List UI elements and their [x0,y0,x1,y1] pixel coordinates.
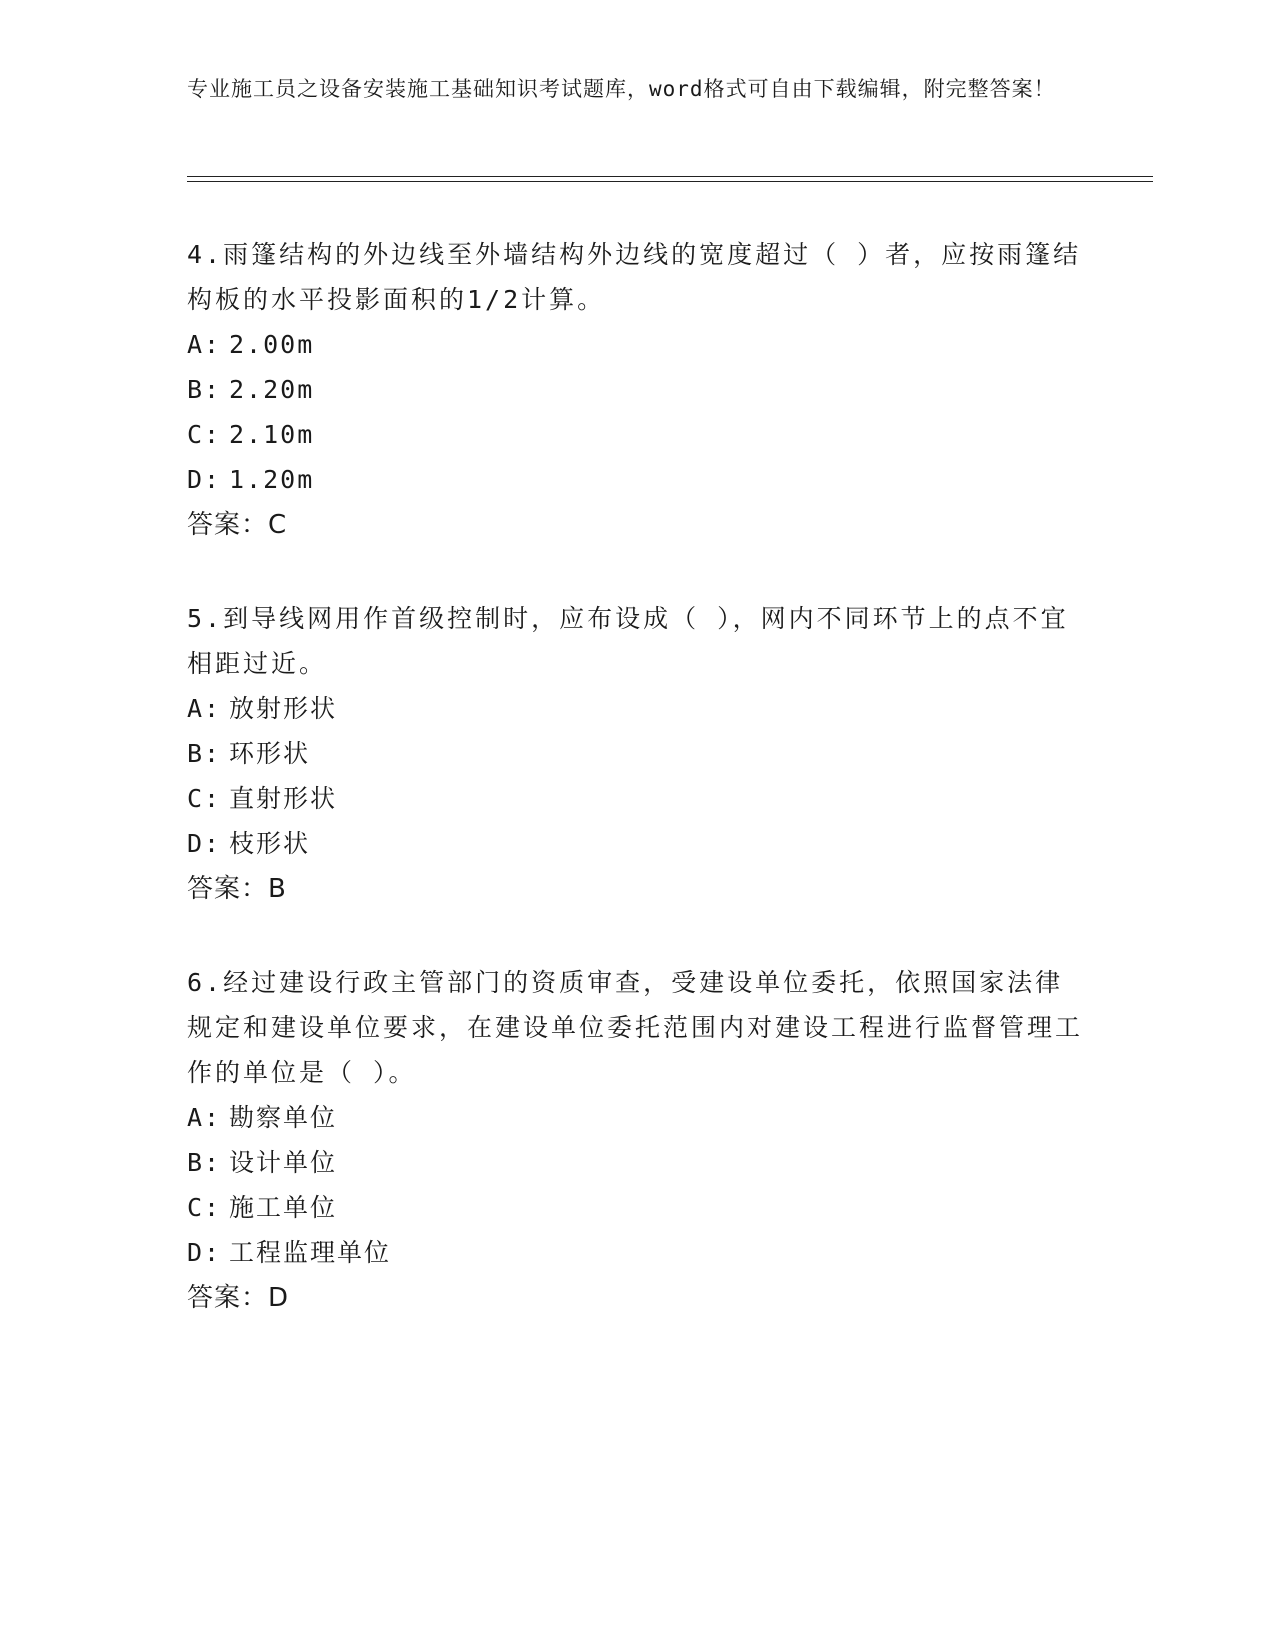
header-divider-bottom [187,181,1153,182]
option-text: 环形状 [229,739,311,768]
option-d [187,1230,1087,1275]
option-text: 1.20m [229,465,315,494]
option-letter: C: [187,784,222,813]
option-letter: A: [187,694,222,723]
answer-line: 答案：C [187,510,288,540]
option-d [187,821,1087,866]
option-letter: D: [187,1238,222,1267]
question-stem: 6.经过建设行政主管部门的资质审查，受建设单位委托，依照国家法律规定和建设单位要求，在建设单位委托范围内对建设工程进行监督管理工作的单位是（ ）。 [187,968,1084,1087]
option-text: 勘察单位 [229,1103,338,1132]
document-header: 专业施工员之设备安装施工基础知识考试题库，word格式可自由下载编辑，附完整答案！ [187,77,1056,101]
option-text: 枝形状 [229,829,311,858]
option-text: 设计单位 [229,1148,338,1177]
option-letter: A: [187,330,222,359]
option-d [187,457,1087,502]
option-text: 2.10m [229,420,315,449]
option-c [187,1185,1087,1230]
option-text: 工程监理单位 [229,1238,392,1267]
option-b [187,367,1087,412]
header-divider-top [187,176,1153,177]
option-letter: B: [187,739,222,768]
option-b [187,731,1087,776]
option-text: 施工单位 [229,1193,338,1222]
option-letter: B: [187,375,222,404]
question-5 [187,596,1087,912]
option-letter: D: [187,829,222,858]
option-a [187,322,1087,367]
option-text: 2.00m [229,330,315,359]
option-text: 直射形状 [229,784,338,813]
option-letter: A: [187,1103,222,1132]
option-a [187,686,1087,731]
question-6 [187,960,1087,1321]
option-a [187,1095,1087,1140]
question-stem: 4.雨篷结构的外边线至外墙结构外边线的宽度超过（ ）者，应按雨篷结构板的水平投影面积的1/2计算。 [187,240,1082,314]
question-4 [187,232,1087,548]
option-letter: B: [187,1148,222,1177]
option-text: 放射形状 [229,694,338,723]
answer-line: 答案：D [187,1283,290,1313]
option-c [187,412,1087,457]
option-letter: D: [187,465,222,494]
option-c [187,776,1087,821]
option-letter: C: [187,420,222,449]
answer-line: 答案：B [187,874,287,904]
option-b [187,1140,1087,1185]
question-stem: 5.到导线网用作首级控制时，应布设成（ ），网内不同环节上的点不宜相距过近。 [187,604,1069,678]
option-letter: C: [187,1193,222,1222]
option-text: 2.20m [229,375,315,404]
